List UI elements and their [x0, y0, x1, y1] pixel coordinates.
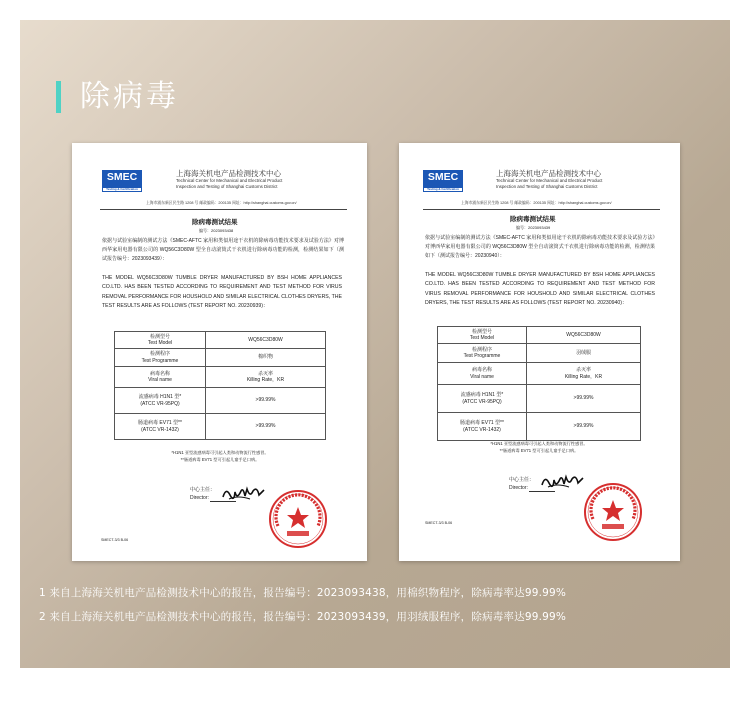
org-name-cn: 上海海关机电产品检测技术中心	[176, 169, 281, 178]
director-label-en: Director:	[190, 495, 209, 501]
org-address: 上海市浦东新区民生路 1208 号 邮政编码：200135 网址：http://shanghai.customs.gov.cn/	[461, 201, 612, 205]
director-label-en: Director:	[509, 485, 528, 491]
label-en: Test Programme	[141, 357, 179, 364]
label-cn: 肠道病毒 EV71 型**	[138, 420, 182, 426]
label-en: Test Programme	[463, 353, 501, 359]
table-row	[438, 327, 641, 344]
label-cn: 肠道病毒 EV71 型**	[460, 420, 504, 426]
table-value-cell: >99.99%	[206, 388, 326, 414]
logo-text: SMEC	[427, 171, 459, 183]
table-row	[438, 363, 641, 385]
label-en: (ATCC VR-95PQ)	[140, 400, 180, 407]
label-en: Test Model	[147, 340, 173, 346]
table-row	[115, 388, 326, 414]
title-accent-bar	[56, 81, 61, 113]
label-en: Test Model	[469, 335, 495, 341]
label-en: (ATCC VR-95PQ)	[462, 398, 502, 405]
org-name-en-line2: Inspection and Testing of Shanghai Customs District	[176, 184, 278, 189]
table-row	[438, 413, 641, 441]
org-name-en-line1: Technical Center for Mechanical and Electrical Product	[176, 178, 283, 183]
report-title: 除病毒测试结果	[192, 218, 238, 226]
official-seal-icon	[267, 488, 329, 550]
director-label-cn: 中心主任：	[509, 477, 535, 483]
chinese-paragraph: 依据与试验室编制的测试方法《SMEC-AFTC 家用和类似用途干衣机的除病毒功能技术要求及试验方法》对博西华家用电器有限公司的 WQ56C3D80W 型全自动滚筒式干衣机进行除病毒功能的检测，检测结果如下（测试报告编号：2023093439）：	[102, 238, 344, 262]
note-h1n1: *H1N1 亚型流感病毒可引起人类和动物流行性感冒。	[171, 450, 269, 455]
header-rule	[423, 209, 660, 210]
label-en: Viral name	[470, 373, 494, 380]
note-ev71: **肠道病毒 EV71 型可引起儿童手足口病。	[499, 447, 579, 453]
footnotes-block	[437, 441, 641, 454]
footnotes-block	[114, 450, 326, 463]
table-value-cell: 杀灭率 Killing Rate，KR	[206, 367, 326, 388]
table-label-cell	[115, 349, 206, 367]
logo-text: SMEC	[106, 171, 138, 183]
official-seal-icon	[582, 481, 644, 543]
label-en: Viral name	[148, 377, 172, 383]
table-row	[115, 367, 326, 388]
label-cn: 病毒名称	[471, 367, 492, 373]
document-footer-code: SMECT-3/3 B-06	[425, 521, 453, 525]
table-row	[115, 414, 326, 440]
table-value-cell: 棉织物	[206, 349, 326, 367]
table-value-cell: >99.99%	[206, 414, 326, 440]
table-label-cell	[115, 332, 206, 349]
report-number: 编号：2023093439	[516, 225, 551, 230]
english-paragraph: THE MODEL WQ56C3D80W TUMBLE DRYER MANUFACTURED BY BSH HOME APPLIANCES CO.LTD. HAS BEEN TESTED ACCORDING TO REQUIREMENT AND TEST METHOD FOR VIRUS REMOVAL PERFORMANCE FOR HOUSHOLD AND SIMILAR ELECTRICAL CLOTHES DRYERS, THE TEST RESULTS ARE AS FOLLOWS (TEST REPORT NO. 20230940)：	[425, 272, 655, 306]
table-value-cell: >99.99%	[527, 385, 641, 413]
org-name-en-line2: Inspection and Testing of Shanghai Customs District	[496, 184, 598, 189]
logo-subtitle: Testing & Certification	[423, 187, 463, 192]
results-table	[437, 326, 641, 441]
table-label-cell	[438, 413, 527, 441]
footnote-2: 2 来自上海海关机电产品检测技术中心的报告，报告编号：2023093439，用羽绒服程序，除病毒率达99.99%	[39, 611, 567, 623]
test-report-document-2	[399, 143, 680, 561]
note-h1n1: *H1N1 亚型流感病毒可引起人类和动物流行性感冒。	[490, 441, 588, 446]
report-number: 编号：2023093438	[199, 228, 234, 233]
smec-logo	[102, 170, 142, 192]
label-en: (ATCC VR-1432)	[463, 426, 501, 433]
table-label-cell	[438, 363, 527, 385]
org-name-cn: 上海海关机电产品检测技术中心	[496, 169, 601, 178]
label-cn: 流感病毒 H1N1 型*	[138, 394, 182, 400]
table-label-cell	[438, 327, 527, 344]
org-name-en-line1: Technical Center for Mechanical and Electrical Product	[496, 178, 603, 183]
label-cn: 病毒名称	[149, 370, 170, 377]
table-label-cell	[438, 385, 527, 413]
director-label-cn: 中心主任：	[190, 487, 216, 493]
table-label-cell	[115, 414, 206, 440]
english-paragraph: THE MODEL WQ56C3D80W TUMBLE DRYER MANUFACTURED BY BSH HOME APPLIANCES CO.LTD. HAS BEEN TESTED ACCORDING TO REQUIREMENT AND TEST METHOD FOR VIRUS REMOVAL PERFORMANCE FOR HOUSHOLD AND SIMILAR ELECTRICAL CLOTHES DRYERS, THE TEST RESULTS ARE AS FOLLOWS (TEST REPORT NO. 20230939)：	[102, 275, 342, 309]
footnote-1: 1 来自上海海关机电产品检测技术中心的报告，报告编号：2023093438，用棉织物程序，除病毒率达99.99%	[39, 587, 567, 599]
smec-logo	[423, 170, 463, 192]
table-label-cell	[438, 344, 527, 363]
label-cn: 检测型号	[471, 328, 492, 335]
table-row	[115, 332, 326, 349]
label-en: (ATCC VR-1432)	[141, 426, 179, 433]
table-label-cell	[115, 388, 206, 414]
header-rule	[100, 209, 347, 210]
table-value-cell: >99.99%	[527, 413, 641, 441]
chinese-paragraph: 依据与试验室编制的测试方法《SMEC-AFTC 家用和类似用途干衣机的除病毒功能技术要求及试验方法》对博西华家用电器有限公司的 WQ56C3D80W 型全自动滚筒式干衣机进行除病毒功能的检测，检测结果如下（测试报告编号：20230940）：	[425, 235, 655, 259]
table-value-cell: 羽绒服	[527, 344, 641, 363]
page-title: 除病毒	[80, 79, 179, 114]
label-cn: 检测程序	[149, 351, 170, 357]
table-row	[438, 385, 641, 413]
label-cn: 流感病毒 H1N1 型*	[460, 392, 504, 398]
table-row	[115, 349, 326, 367]
logo-subtitle: Testing & Certification	[102, 187, 142, 192]
test-report-document-1	[72, 143, 367, 561]
org-address: 上海市浦东新区民生路 1208 号 邮政编码：200135 网址：http://shanghai.customs.gov.cn/	[146, 201, 297, 205]
director-signature-icon	[220, 483, 270, 505]
table-row	[438, 344, 641, 363]
table-value-cell: WQ56C3D80W	[206, 332, 326, 349]
report-title: 除病毒测试结果	[510, 215, 556, 223]
table-value-cell: WQ56C3D80W	[527, 327, 641, 344]
label-cn: 检测程序	[471, 346, 492, 353]
table-value-cell: 杀灭率 Killing Rate，KR	[527, 363, 641, 385]
note-ev71: **肠道病毒 EV71 型可引起儿童手足口病。	[180, 456, 260, 462]
results-table	[114, 331, 326, 440]
document-footer-code: SMECT-3/3 B-06	[101, 538, 129, 542]
label-cn: 检测型号	[149, 333, 170, 340]
table-label-cell	[115, 367, 206, 388]
